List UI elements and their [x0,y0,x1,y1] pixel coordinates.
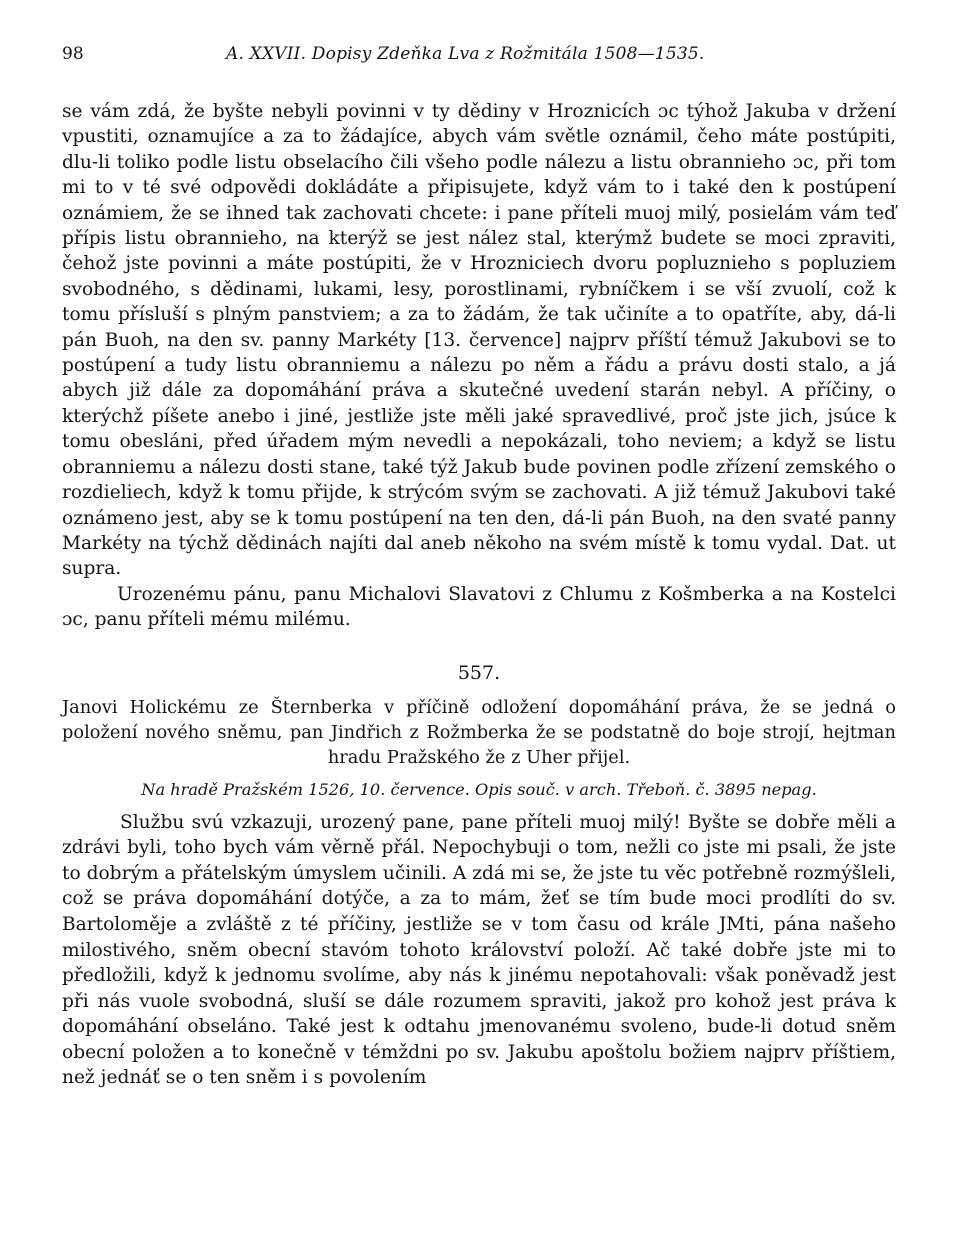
running-header [62,44,896,74]
letter-continuation-text: se vám zdá, že byšte nebyli povinni v ty dědiny v Hroznicích ɔc týhož Jakuba v držení vpustiti, oznamujíce a za to žádajíce, abych vám světle oznámil, čeho máte postúpiti, dlu-li toliko podle listu obselacího čili všeho podle nálezu a listu obrannieho ɔc, při tom mi to v té své odpovědi dokládáte a připisujete, když vám to i také den k postúpení oznámiem, že se ihned tak zachovati chcete: i pane příteli muoj milý, posielám vám teď přípis listu obrannieho, na kterýž se jest nález stal, kterýmž budete se moci zpraviti, čehož jste povinni a máte postúpiti, že v Hrozniciech dvoru popluznieho s popluziem svobodného, s dědinami, lukami, lesy, porostlinami, rybníčkem i se vší zvuolí, což k tomu přísluší s plným panstviem; a za to žádám, že tak učiníte a to opatříte, aby, dá-li pán Buoh, na den sv. panny Markéty [13. července] najprv příští témuž Jakubovi se to postúpení a tudy listu obranniemu a nálezu po něm a řádu a právu dosti stalo, a já abych již dále za dopomáhání práva a skutečné uvedení starán nebyl. A příčiny, o kterýchž píšete anebo i jiné, jestliže jste měli jaké spravedlivé, proč jste jich, jsúce k tomu obesláni, před úřadem mým nevedli a nepokázali, toho neviem; a když se listu obranniemu a nálezu dosti stane, také týž Jakub bude povinen podle zřízení zemského o rozdieliech, když k tomu přijde, k strýcóm svým se zachovati. A již témuž Jakubovi také oznámeno jest, aby se k tomu postúpení na ten den, dá-li pán Buoh, na den svaté panny Markéty na týchž dědinách najíti dal aneb někoho na svém místě k tomu vydal. Dat. ut supra. [62,101,896,580]
letter-body: Službu svú vzkazuji, urozený pane, pane příteli muoj milý! Byšte se dobře měli a zdrávi byli, toho bych vám věrně přál. Nepochybuji o tom, nežli co jste mi psali, že jste to dobrým a přátelským úmyslem učinili. A zdá mi se, že jste tu věc potřebně rozmýšleli, což se práva dopomáhání dotýče, a za to mám, žeť se tím bude moci prodlíti do sv. Bartoloměje a zvláště z té příčiny, jestliže se v tom času od krále JMti, pána našeho milostivého, sněm obecní stavóm tohoto království položí. Ač také dobře jste mi to předložili, když k jednomu svolíme, aby nás k jinému nepotahovali: však poněvadž jest při nás vuole svobodná, sluší se dále rozumem spraviti, jakož pro kohož jest práva k dopomáhání obseláno. Také jest k odtahu jmenovanému svoleno, bude-li dotud sněm obecní položen a to konečně v témždni po sv. Jakubu apoštolu božiem najprv příštiem, než jednáť se o ten sněm i s povolením [62,811,896,1089]
document-regest: Janovi Holickému ze Šternberka v příčině odložení dopomáhání práva, že se jedná o položení nového sněmu, pan Jindřich z Rožmberka že se podstatně do boje strojí, hejtman hradu Pražského že z Uher přijel. [62,696,896,768]
running-title: A. XXVII. Dopisy Zdeňka Lva z Rožmitála 1508—1535. [226,44,705,64]
document-page [62,44,896,1091]
document-number: 557. [457,661,501,684]
letter-address: Urozenému pánu, panu Michalovi Slavatovi z Chlumu z Košmberka a na Kostelci ɔc, panu příteli mému milému. [62,583,896,631]
previous-letter [62,99,896,633]
source-citation: Na hradě Pražském 1526, 10. července. Opis souč. v arch. Třeboň. č. 3895 nepag. [141,779,817,799]
page-number: 98 [62,44,84,64]
